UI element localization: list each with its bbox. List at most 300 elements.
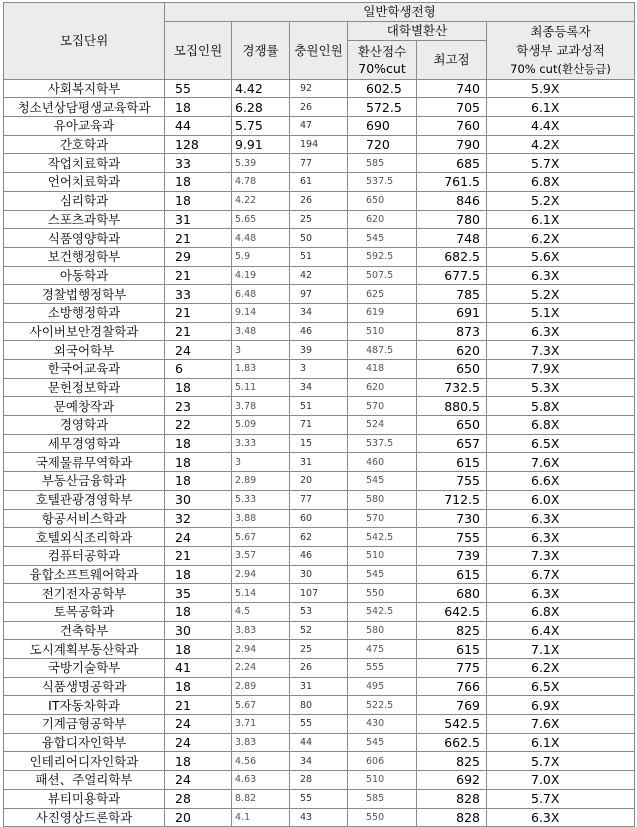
cell-max: 825 — [417, 621, 487, 640]
cell-ratio: 5.11 — [232, 378, 290, 397]
cell-ratio: 4.78 — [232, 173, 290, 192]
cell-fill: 25 — [290, 640, 348, 659]
table-row — [4, 472, 635, 491]
header-fill: 충원인원 — [290, 21, 348, 79]
cell-dept: 스포츠과학부 — [4, 210, 165, 229]
cell-ratio: 5.39 — [232, 154, 290, 173]
cell-dept: 식품생명공학과 — [4, 677, 165, 696]
cell-dept: 패션、주얼리학부 — [4, 771, 165, 790]
table-row — [4, 229, 635, 248]
cell-grade: 6.6X — [487, 472, 635, 491]
cell-quota: 24 — [165, 771, 232, 790]
cell-quota: 18 — [165, 677, 232, 696]
cell-cut: 522.5 — [348, 696, 417, 715]
cell-max: 739 — [417, 546, 487, 565]
cell-max: 740 — [417, 79, 487, 98]
cell-cut: 542.5 — [348, 528, 417, 547]
table-body — [4, 79, 635, 827]
cell-max: 615 — [417, 640, 487, 659]
cell-grade: 7.9X — [487, 360, 635, 379]
cell-fill: 20 — [290, 472, 348, 491]
cell-fill: 92 — [290, 79, 348, 98]
cell-grade: 7.1X — [487, 640, 635, 659]
cell-quota: 35 — [165, 584, 232, 603]
header-dept: 모집단위 — [4, 3, 165, 80]
cell-cut: 507.5 — [348, 266, 417, 285]
table-row — [4, 416, 635, 435]
cell-ratio: 3.48 — [232, 322, 290, 341]
cell-grade: 4.2X — [487, 135, 635, 154]
cell-quota: 21 — [165, 546, 232, 565]
cell-cut: 545 — [348, 733, 417, 752]
cell-fill: 44 — [290, 733, 348, 752]
cell-max: 542.5 — [417, 715, 487, 734]
cell-dept: 심리학과 — [4, 191, 165, 210]
cell-cut: 572.5 — [348, 98, 417, 117]
cell-max: 775 — [417, 659, 487, 678]
cell-fill: 31 — [290, 453, 348, 472]
cell-ratio: 4.56 — [232, 752, 290, 771]
cell-max: 780 — [417, 210, 487, 229]
cell-quota: 41 — [165, 659, 232, 678]
cell-ratio: 2.89 — [232, 677, 290, 696]
header-quota: 모집인원 — [165, 21, 232, 79]
cell-quota: 20 — [165, 808, 232, 827]
cell-dept: 외국어학부 — [4, 341, 165, 360]
cell-grade: 6.3X — [487, 584, 635, 603]
table-row — [4, 808, 635, 827]
table-row — [4, 789, 635, 808]
cell-quota: 24 — [165, 733, 232, 752]
cell-cut: 537.5 — [348, 173, 417, 192]
cell-max: 642.5 — [417, 602, 487, 621]
cell-dept: 토목공학과 — [4, 602, 165, 621]
cell-quota: 30 — [165, 490, 232, 509]
cell-cut: 430 — [348, 715, 417, 734]
cell-dept: 경찰법행정학부 — [4, 285, 165, 304]
table-row — [4, 771, 635, 790]
cell-dept: 식품영양학과 — [4, 229, 165, 248]
cell-fill: 26 — [290, 191, 348, 210]
cell-dept: IT자동차학과 — [4, 696, 165, 715]
cell-cut: 510 — [348, 771, 417, 790]
cell-ratio: 6.28 — [232, 98, 290, 117]
cell-grade: 6.7X — [487, 565, 635, 584]
cell-grade: 5.7X — [487, 789, 635, 808]
cell-grade: 6.1X — [487, 98, 635, 117]
cell-fill: 28 — [290, 771, 348, 790]
cell-fill: 34 — [290, 303, 348, 322]
cell-fill: 194 — [290, 135, 348, 154]
cell-dept: 전기전자공학부 — [4, 584, 165, 603]
cell-ratio: 9.14 — [232, 303, 290, 322]
table-row — [4, 173, 635, 192]
cell-dept: 컴퓨터공학과 — [4, 546, 165, 565]
cell-cut: 620 — [348, 210, 417, 229]
cell-max: 873 — [417, 322, 487, 341]
cell-max: 766 — [417, 677, 487, 696]
cell-ratio: 8.82 — [232, 789, 290, 808]
cell-grade: 6.1X — [487, 733, 635, 752]
cell-ratio: 5.67 — [232, 528, 290, 547]
cell-ratio: 3.83 — [232, 733, 290, 752]
cell-grade: 7.3X — [487, 341, 635, 360]
cell-ratio: 9.91 — [232, 135, 290, 154]
cell-max: 761.5 — [417, 173, 487, 192]
cell-dept: 사회복지학부 — [4, 79, 165, 98]
cell-cut: 580 — [348, 490, 417, 509]
cell-cut: 650 — [348, 191, 417, 210]
cell-ratio: 5.9 — [232, 247, 290, 266]
admission-results-table — [3, 2, 635, 827]
cell-quota: 18 — [165, 472, 232, 491]
cell-cut: 475 — [348, 640, 417, 659]
cell-dept: 보건행정학부 — [4, 247, 165, 266]
cell-cut: 580 — [348, 621, 417, 640]
table-row — [4, 659, 635, 678]
cell-dept: 국제물류무역학과 — [4, 453, 165, 472]
cell-dept: 한국어교육과 — [4, 360, 165, 379]
cell-max: 760 — [417, 117, 487, 136]
cell-cut: 510 — [348, 546, 417, 565]
cell-cut: 602.5 — [348, 79, 417, 98]
cell-max: 748 — [417, 229, 487, 248]
cell-fill: 46 — [290, 322, 348, 341]
cell-grade: 6.5X — [487, 677, 635, 696]
cell-dept: 인테리어디자인학과 — [4, 752, 165, 771]
cell-quota: 44 — [165, 117, 232, 136]
cell-fill: 26 — [290, 659, 348, 678]
cell-max: 755 — [417, 472, 487, 491]
admission-table-container — [3, 2, 635, 827]
cell-quota: 24 — [165, 528, 232, 547]
cell-max: 680 — [417, 584, 487, 603]
header-final-line1: 최종등록자 — [530, 23, 591, 39]
table-row — [4, 733, 635, 752]
cell-grade: 6.9X — [487, 696, 635, 715]
cell-grade: 6.1X — [487, 210, 635, 229]
cell-ratio: 1.83 — [232, 360, 290, 379]
cell-max: 685 — [417, 154, 487, 173]
cell-cut: 545 — [348, 229, 417, 248]
cell-max: 769 — [417, 696, 487, 715]
cell-ratio: 4.63 — [232, 771, 290, 790]
cell-quota: 128 — [165, 135, 232, 154]
cell-ratio: 4.1 — [232, 808, 290, 827]
cell-grade: 6.3X — [487, 808, 635, 827]
cell-grade: 6.3X — [487, 266, 635, 285]
table-row — [4, 752, 635, 771]
cell-ratio: 3.83 — [232, 621, 290, 640]
cell-ratio: 3 — [232, 453, 290, 472]
table-row — [4, 154, 635, 173]
cell-quota: 18 — [165, 173, 232, 192]
cell-fill: 55 — [290, 715, 348, 734]
cell-fill: 25 — [290, 210, 348, 229]
cell-dept: 융합소프트웨어학과 — [4, 565, 165, 584]
cell-quota: 21 — [165, 229, 232, 248]
cell-fill: 31 — [290, 677, 348, 696]
cell-grade: 5.9X — [487, 79, 635, 98]
cell-quota: 24 — [165, 715, 232, 734]
cell-cut: 495 — [348, 677, 417, 696]
cell-quota: 18 — [165, 602, 232, 621]
cell-dept: 작업치료학과 — [4, 154, 165, 173]
table-row — [4, 117, 635, 136]
cell-quota: 31 — [165, 210, 232, 229]
cell-cut: 542.5 — [348, 602, 417, 621]
cell-ratio: 5.09 — [232, 416, 290, 435]
cell-max: 620 — [417, 341, 487, 360]
cell-fill: 61 — [290, 173, 348, 192]
cell-fill: 53 — [290, 602, 348, 621]
table-row — [4, 565, 635, 584]
cell-ratio: 2.89 — [232, 472, 290, 491]
table-row — [4, 640, 635, 659]
cell-grade: 5.7X — [487, 752, 635, 771]
cell-grade: 7.6X — [487, 715, 635, 734]
cell-dept: 국방기술학부 — [4, 659, 165, 678]
cell-quota: 18 — [165, 640, 232, 659]
header-general-group: 일반학생전형 — [165, 3, 635, 22]
table-row — [4, 434, 635, 453]
cell-fill: 3 — [290, 360, 348, 379]
cell-max: 657 — [417, 434, 487, 453]
cell-quota: 18 — [165, 752, 232, 771]
cell-quota: 33 — [165, 285, 232, 304]
cell-dept: 아동학과 — [4, 266, 165, 285]
cell-dept: 언어치료학과 — [4, 173, 165, 192]
cell-fill: 50 — [290, 229, 348, 248]
table-row — [4, 247, 635, 266]
cell-max: 662.5 — [417, 733, 487, 752]
cell-grade: 5.2X — [487, 191, 635, 210]
cell-cut: 545 — [348, 472, 417, 491]
cell-ratio: 3.78 — [232, 397, 290, 416]
table-row — [4, 79, 635, 98]
cell-fill: 15 — [290, 434, 348, 453]
cell-ratio: 4.48 — [232, 229, 290, 248]
cell-ratio: 4.19 — [232, 266, 290, 285]
cell-ratio: 2.24 — [232, 659, 290, 678]
cell-fill: 26 — [290, 98, 348, 117]
cell-max: 790 — [417, 135, 487, 154]
cell-dept: 유아교육과 — [4, 117, 165, 136]
cell-quota: 30 — [165, 621, 232, 640]
cell-max: 691 — [417, 303, 487, 322]
cell-cut: 606 — [348, 752, 417, 771]
cell-grade: 5.2X — [487, 285, 635, 304]
cell-quota: 29 — [165, 247, 232, 266]
cell-grade: 6.5X — [487, 434, 635, 453]
cell-quota: 21 — [165, 696, 232, 715]
cell-dept: 항공서비스학과 — [4, 509, 165, 528]
cell-ratio: 2.94 — [232, 565, 290, 584]
cell-ratio: 3.88 — [232, 509, 290, 528]
cell-cut: 592.5 — [348, 247, 417, 266]
header-final-line2: 학생부 교과성적 — [516, 42, 605, 58]
cell-dept: 사진영상드론학과 — [4, 808, 165, 827]
cell-max: 880.5 — [417, 397, 487, 416]
cell-ratio: 5.75 — [232, 117, 290, 136]
table-row — [4, 677, 635, 696]
cell-dept: 도시계획부동산학과 — [4, 640, 165, 659]
cell-cut: 487.5 — [348, 341, 417, 360]
table-row — [4, 509, 635, 528]
cell-ratio: 5.33 — [232, 490, 290, 509]
cell-fill: 62 — [290, 528, 348, 547]
cell-ratio: 3.33 — [232, 434, 290, 453]
cell-quota: 55 — [165, 79, 232, 98]
header-final — [487, 21, 635, 79]
cell-grade: 5.1X — [487, 303, 635, 322]
table-row — [4, 584, 635, 603]
cell-quota: 18 — [165, 378, 232, 397]
cell-max: 846 — [417, 191, 487, 210]
cell-quota: 28 — [165, 789, 232, 808]
cell-dept: 호텔외식조리학과 — [4, 528, 165, 547]
cell-quota: 24 — [165, 341, 232, 360]
cell-fill: 55 — [290, 789, 348, 808]
cell-ratio: 5.67 — [232, 696, 290, 715]
cell-max: 650 — [417, 416, 487, 435]
cell-dept: 뷰티미용학과 — [4, 789, 165, 808]
cell-quota: 23 — [165, 397, 232, 416]
cell-ratio: 6.48 — [232, 285, 290, 304]
table-row — [4, 266, 635, 285]
cell-dept: 건축학부 — [4, 621, 165, 640]
cell-cut: 570 — [348, 397, 417, 416]
cell-grade: 6.2X — [487, 659, 635, 678]
table-row — [4, 360, 635, 379]
cell-fill: 77 — [290, 490, 348, 509]
table-row — [4, 322, 635, 341]
table-row — [4, 602, 635, 621]
header-max: 최고점 — [417, 41, 487, 80]
cell-quota: 18 — [165, 98, 232, 117]
cell-quota: 18 — [165, 453, 232, 472]
table-row — [4, 285, 635, 304]
cell-cut: 620 — [348, 378, 417, 397]
table-row — [4, 453, 635, 472]
table-row — [4, 715, 635, 734]
cell-quota: 21 — [165, 266, 232, 285]
table-row — [4, 303, 635, 322]
cell-max: 682.5 — [417, 247, 487, 266]
cell-ratio: 5.14 — [232, 584, 290, 603]
cell-fill: 97 — [290, 285, 348, 304]
cell-cut: 585 — [348, 789, 417, 808]
cell-quota: 18 — [165, 434, 232, 453]
cell-grade: 7.3X — [487, 546, 635, 565]
header-cut — [348, 41, 417, 80]
cell-max: 677.5 — [417, 266, 487, 285]
cell-dept: 문헌정보학과 — [4, 378, 165, 397]
cell-fill: 77 — [290, 154, 348, 173]
cell-cut: 524 — [348, 416, 417, 435]
cell-quota: 21 — [165, 322, 232, 341]
cell-quota: 21 — [165, 303, 232, 322]
header-final-line3: 70% cut(환산등급) — [510, 61, 611, 76]
cell-cut: 418 — [348, 360, 417, 379]
cell-cut: 570 — [348, 509, 417, 528]
cell-grade: 6.2X — [487, 229, 635, 248]
cell-max: 712.5 — [417, 490, 487, 509]
header-univ-converted: 대학별환산 — [348, 21, 487, 40]
cell-max: 615 — [417, 453, 487, 472]
table-row — [4, 341, 635, 360]
cell-cut: 585 — [348, 154, 417, 173]
header-ratio: 경쟁률 — [232, 21, 290, 79]
cell-quota: 33 — [165, 154, 232, 173]
cell-dept: 기계금형공학부 — [4, 715, 165, 734]
cell-max: 705 — [417, 98, 487, 117]
cell-grade: 7.0X — [487, 771, 635, 790]
cell-grade: 6.3X — [487, 509, 635, 528]
cell-quota: 22 — [165, 416, 232, 435]
cell-cut: 550 — [348, 808, 417, 827]
cell-fill: 34 — [290, 378, 348, 397]
cell-dept: 경영학과 — [4, 416, 165, 435]
cell-cut: 690 — [348, 117, 417, 136]
cell-grade: 7.6X — [487, 453, 635, 472]
cell-max: 732.5 — [417, 378, 487, 397]
cell-grade: 4.4X — [487, 117, 635, 136]
cell-fill: 107 — [290, 584, 348, 603]
header-cut-line1: 환산점수 — [357, 43, 407, 59]
cell-ratio: 3 — [232, 341, 290, 360]
cell-max: 650 — [417, 360, 487, 379]
table-row — [4, 397, 635, 416]
cell-grade: 6.4X — [487, 621, 635, 640]
table-row — [4, 546, 635, 565]
cell-cut: 720 — [348, 135, 417, 154]
cell-cut: 619 — [348, 303, 417, 322]
cell-fill: 80 — [290, 696, 348, 715]
cell-dept: 융합디자인학부 — [4, 733, 165, 752]
cell-ratio: 4.5 — [232, 602, 290, 621]
cell-max: 730 — [417, 509, 487, 528]
cell-grade: 6.0X — [487, 490, 635, 509]
cell-quota: 18 — [165, 565, 232, 584]
cell-cut: 550 — [348, 584, 417, 603]
cell-grade: 6.8X — [487, 602, 635, 621]
cell-quota: 32 — [165, 509, 232, 528]
table-row — [4, 210, 635, 229]
cell-max: 615 — [417, 565, 487, 584]
cell-grade: 6.3X — [487, 322, 635, 341]
cell-grade: 6.3X — [487, 528, 635, 547]
cell-grade: 5.7X — [487, 154, 635, 173]
cell-fill: 42 — [290, 266, 348, 285]
header-cut-line2: 70%cut — [358, 60, 406, 76]
cell-fill: 39 — [290, 341, 348, 360]
cell-grade: 5.8X — [487, 397, 635, 416]
cell-grade: 5.3X — [487, 378, 635, 397]
cell-dept: 부동산금융학과 — [4, 472, 165, 491]
cell-ratio: 2.94 — [232, 640, 290, 659]
table-row — [4, 490, 635, 509]
table-row — [4, 378, 635, 397]
cell-max: 825 — [417, 752, 487, 771]
cell-quota: 6 — [165, 360, 232, 379]
cell-dept: 사이버보안경찰학과 — [4, 322, 165, 341]
cell-fill: 52 — [290, 621, 348, 640]
cell-max: 828 — [417, 789, 487, 808]
table-row — [4, 98, 635, 117]
cell-cut: 625 — [348, 285, 417, 304]
cell-ratio: 5.65 — [232, 210, 290, 229]
